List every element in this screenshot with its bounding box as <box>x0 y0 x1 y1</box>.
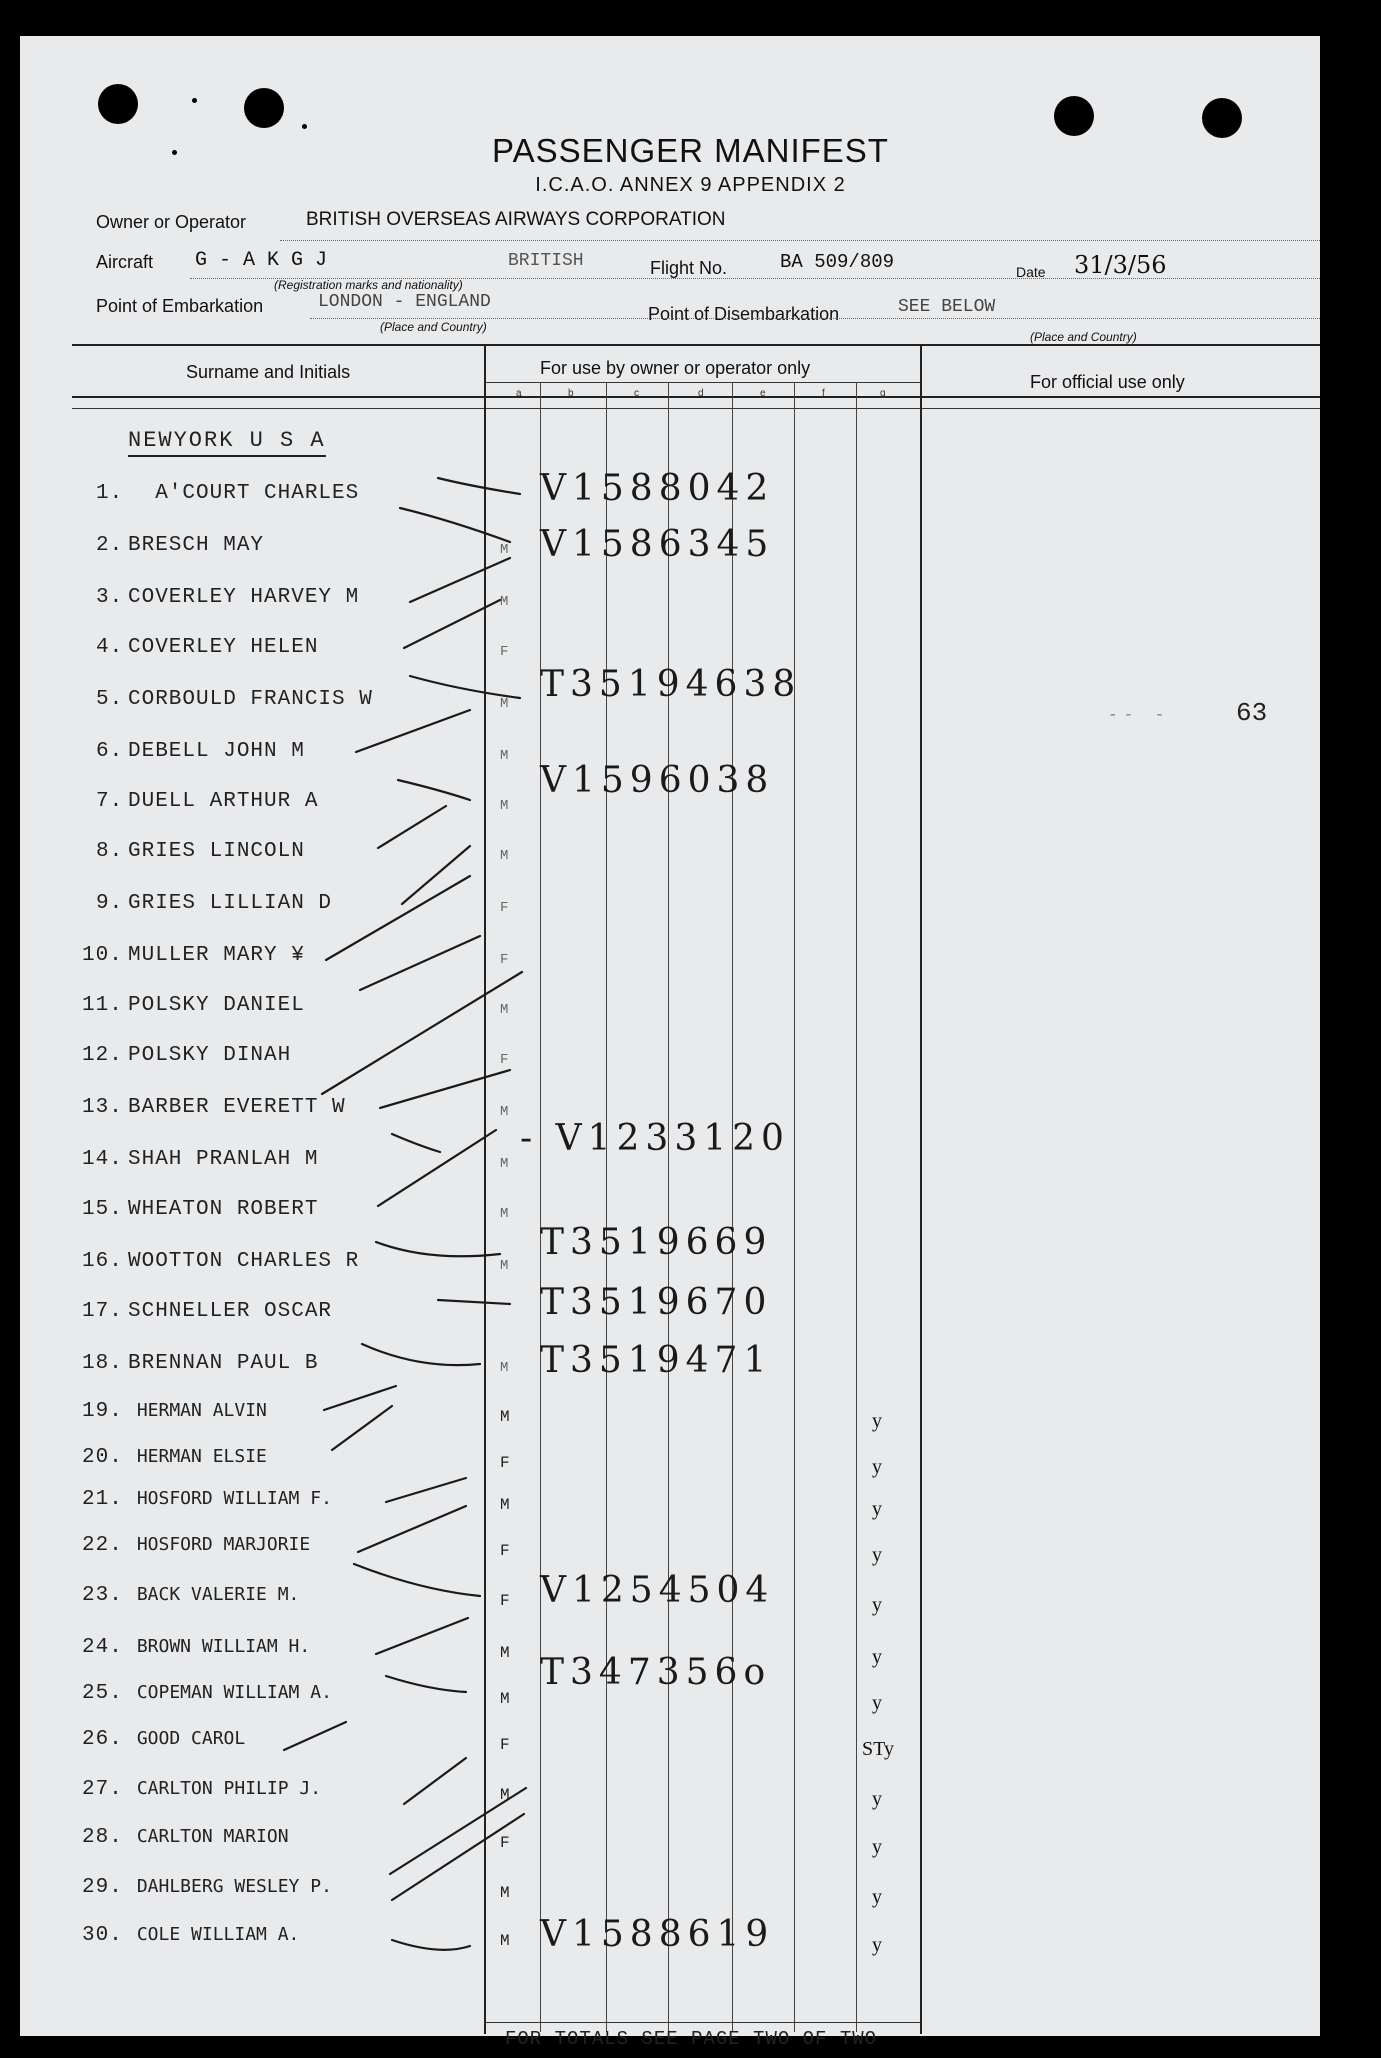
passenger-number: 8. <box>96 840 124 863</box>
owner-label: Owner or Operator <box>96 212 247 232</box>
passenger-col-g: y <box>872 1544 882 1566</box>
passenger-name: CORBOULD FRANCIS W <box>128 688 373 711</box>
passenger-name: WHEATON ROBERT <box>128 1198 319 1221</box>
passport-number: T3519471 <box>540 1340 773 1381</box>
table-top-rule <box>72 344 1320 346</box>
subcol-f: f <box>822 388 825 399</box>
passenger-number: 27. <box>82 1778 123 1801</box>
passenger-name: GRIES LILLIAN D <box>128 892 333 915</box>
passenger-sex: M <box>500 594 509 610</box>
passenger-name: BRESCH MAY <box>128 534 265 557</box>
passenger-row <box>0 1446 1381 1486</box>
totals-footer: FOR TOTALS SEE PAGE TWO OF TWO <box>505 2028 878 2050</box>
passenger-name: DAHLBERG WESLEY P. <box>126 1876 332 1897</box>
passenger-number: 23. <box>82 1584 123 1607</box>
passenger-row <box>0 994 1381 1034</box>
passenger-row <box>0 944 1381 984</box>
passport-number: T3519670 <box>540 1282 773 1323</box>
passenger-sex: M <box>500 848 509 864</box>
passenger-row <box>0 1778 1381 1818</box>
subcol-d: d <box>698 388 704 399</box>
passenger-sex: M <box>500 542 509 558</box>
subcol-g: g <box>880 388 886 399</box>
official-header: For official use only <box>1030 372 1185 392</box>
passenger-name: DEBELL JOHN M <box>128 740 305 763</box>
passenger-name: BRENNAN PAUL B <box>128 1352 319 1375</box>
official-dashes: -- - <box>1108 706 1171 724</box>
passport-number: V1586345 <box>540 524 775 565</box>
passport-number: V1596038 <box>540 760 775 801</box>
passenger-number: 14. <box>82 1148 123 1171</box>
passenger-name: BACK VALERIE M. <box>126 1584 300 1605</box>
passenger-col-g: y <box>872 1498 882 1520</box>
passenger-col-g: y <box>872 1594 882 1616</box>
passenger-sex: F <box>500 1736 510 1754</box>
passenger-sex: M <box>500 1360 509 1376</box>
passenger-name: HERMAN ELSIE <box>126 1446 267 1467</box>
passenger-name: GRIES LINCOLN <box>128 840 305 863</box>
passenger-number: 19. <box>82 1400 123 1423</box>
disembarkation-note: (Place and Country) <box>1030 330 1137 344</box>
passenger-number: 3. <box>96 586 124 609</box>
passenger-sex: M <box>500 1884 510 1902</box>
passenger-sex: M <box>500 1408 510 1426</box>
passport-number: T3519669 <box>540 1222 773 1263</box>
passenger-row <box>0 1534 1381 1574</box>
passenger-number: 10. <box>82 944 123 967</box>
passenger-number: 29. <box>82 1876 123 1899</box>
passenger-sex: F <box>500 952 509 968</box>
passenger-row <box>0 1044 1381 1084</box>
passenger-number: 17. <box>82 1300 123 1323</box>
passenger-sex: F <box>500 1592 510 1610</box>
passenger-number: 16. <box>82 1250 123 1273</box>
passenger-number: 15. <box>82 1198 123 1221</box>
passenger-number: 2. <box>96 534 124 557</box>
passenger-number: 5. <box>96 688 124 711</box>
passenger-number: 21. <box>82 1488 123 1511</box>
passenger-number: 25. <box>82 1682 123 1705</box>
passenger-col-g: STy <box>862 1738 894 1760</box>
passenger-row <box>0 1826 1381 1866</box>
official-number: 63 <box>1236 698 1268 728</box>
passenger-col-g: y <box>872 1646 882 1668</box>
passport-number: V1254504 <box>540 1570 775 1611</box>
passenger-col-g: y <box>872 1692 882 1714</box>
passenger-name: POLSKY DINAH <box>128 1044 292 1067</box>
document-title: PASSENGER MANIFEST <box>492 132 889 169</box>
speck <box>192 98 197 103</box>
passenger-number: 18. <box>82 1352 123 1375</box>
passenger-name: BROWN WILLIAM H. <box>126 1636 311 1657</box>
passenger-sex: M <box>500 696 509 712</box>
passenger-number: 9. <box>96 892 124 915</box>
passenger-sex: M <box>500 1156 509 1172</box>
punch-hole <box>1054 96 1094 136</box>
aircraft-rule <box>190 278 1320 279</box>
destination-group-label: NEWYORK U S A <box>128 428 326 457</box>
flight-value: BA 509/809 <box>780 251 895 273</box>
date-value: 31/3/56 <box>1074 251 1167 279</box>
passenger-number: 6. <box>96 740 124 763</box>
embarkation-rule <box>310 318 1320 319</box>
passenger-sex: F <box>500 1454 510 1472</box>
disembarkation-label: Point of Disembarkation <box>648 304 840 324</box>
passenger-row <box>0 1728 1381 1768</box>
subcol-a: a <box>516 388 522 399</box>
passenger-number: 1. <box>96 482 124 505</box>
passenger-sex: M <box>500 1932 510 1950</box>
passenger-name: COVERLEY HARVEY M <box>128 586 360 609</box>
nationality-value: BRITISH <box>508 251 584 271</box>
flight-label: Flight No. <box>650 258 728 278</box>
subcol-b: b <box>568 388 574 399</box>
subcol-e: e <box>760 388 766 399</box>
passenger-name: GOOD CAROL <box>126 1728 246 1749</box>
passenger-number: 7. <box>96 790 124 813</box>
passenger-name: WOOTTON CHARLES R <box>128 1250 360 1273</box>
passenger-row <box>0 840 1381 880</box>
passenger-col-g: y <box>872 1934 882 1956</box>
owner-value: BRITISH OVERSEAS AIRWAYS CORPORATION <box>306 209 726 230</box>
passenger-sex: F <box>500 1052 509 1068</box>
subcol-c: c <box>634 388 639 399</box>
passenger-sex: F <box>500 644 509 660</box>
passenger-name: A'COURT CHARLES <box>128 482 360 505</box>
aircraft-value: G - A K G J <box>195 249 328 272</box>
passenger-number: 22. <box>82 1534 123 1557</box>
passenger-name: SHAH PRANLAH M <box>128 1148 319 1171</box>
registration-note: (Registration marks and nationality) <box>274 278 463 292</box>
passenger-sex: M <box>500 1206 509 1222</box>
passenger-name: HERMAN ALVIN <box>126 1400 267 1421</box>
passenger-col-g: y <box>872 1410 882 1432</box>
disembarkation-value: SEE BELOW <box>898 297 996 317</box>
passenger-number: 4. <box>96 636 124 659</box>
passenger-row <box>0 892 1381 932</box>
surname-header: Surname and Initials <box>186 362 351 382</box>
speck <box>302 124 307 129</box>
passenger-name: HOSFORD MARJORIE <box>126 1534 311 1555</box>
passenger-name: COVERLEY HELEN <box>128 636 319 659</box>
passenger-name: POLSKY DANIEL <box>128 994 305 1017</box>
passenger-sex: F <box>500 1542 510 1560</box>
owner-rule <box>280 240 1320 241</box>
passenger-number: 26. <box>82 1728 123 1751</box>
passenger-name: COPEMAN WILLIAM A. <box>126 1682 332 1703</box>
passenger-name: BARBER EVERETT W <box>128 1096 346 1119</box>
table-header-rule <box>72 396 1320 398</box>
passenger-sex: M <box>500 1104 509 1120</box>
passenger-number: 11. <box>82 994 123 1017</box>
embarkation-label: Point of Embarkation <box>96 296 264 316</box>
document-subtitle: I.C.A.O. ANNEX 9 APPENDIX 2 <box>535 174 846 196</box>
passenger-sex: M <box>500 1786 510 1804</box>
passenger-name: CARLTON MARION <box>126 1826 289 1847</box>
passport-number: V1588042 <box>540 468 775 509</box>
passenger-name: HOSFORD WILLIAM F. <box>126 1488 332 1509</box>
embarkation-value: LONDON - ENGLAND <box>318 292 491 312</box>
date-label: Date <box>1016 264 1046 280</box>
passenger-number: 28. <box>82 1826 123 1849</box>
passenger-name: DUELL ARTHUR A <box>128 790 319 813</box>
passport-number: T35194638 <box>540 664 802 705</box>
passenger-col-g: y <box>872 1456 882 1478</box>
passenger-number: 20. <box>82 1446 123 1469</box>
passenger-name: CARLTON PHILIP J. <box>126 1778 322 1799</box>
passport-number: - V1233120 <box>520 1118 790 1159</box>
passenger-row <box>0 1876 1381 1916</box>
passenger-sex: M <box>500 1258 509 1274</box>
aircraft-label: Aircraft <box>96 252 154 272</box>
totals-rule <box>484 2022 920 2023</box>
passenger-row <box>0 586 1381 626</box>
passenger-sex: M <box>500 798 509 814</box>
subcol-rule <box>484 382 920 383</box>
passenger-sex: M <box>500 1002 509 1018</box>
punch-hole <box>244 88 284 128</box>
table-header-rule-2 <box>72 408 1320 409</box>
passenger-number: 13. <box>82 1096 123 1119</box>
passenger-row <box>0 1400 1381 1440</box>
passenger-sex: M <box>500 1690 510 1708</box>
passenger-sex: M <box>500 1496 510 1514</box>
operator-header: For use by owner or operator only <box>540 358 811 378</box>
passenger-row <box>0 1488 1381 1528</box>
passenger-name: MULLER MARY ¥ <box>128 944 305 967</box>
embarkation-note: (Place and Country) <box>380 320 487 334</box>
passenger-col-g: y <box>872 1788 882 1810</box>
passenger-sex: F <box>500 900 509 916</box>
passenger-number: 24. <box>82 1636 123 1659</box>
passenger-name: COLE WILLIAM A. <box>126 1924 300 1945</box>
passenger-col-g: y <box>872 1886 882 1908</box>
passenger-sex: M <box>500 748 509 764</box>
passenger-sex: F <box>500 1834 510 1852</box>
passenger-number: 12. <box>82 1044 123 1067</box>
passport-number: T347356o <box>540 1652 772 1693</box>
punch-hole <box>98 84 138 124</box>
passenger-sex: M <box>500 1644 510 1662</box>
passenger-name: SCHNELLER OSCAR <box>128 1300 333 1323</box>
passport-number: V1588619 <box>540 1914 775 1955</box>
passenger-number: 30. <box>82 1924 123 1947</box>
passenger-col-g: y <box>872 1836 882 1858</box>
